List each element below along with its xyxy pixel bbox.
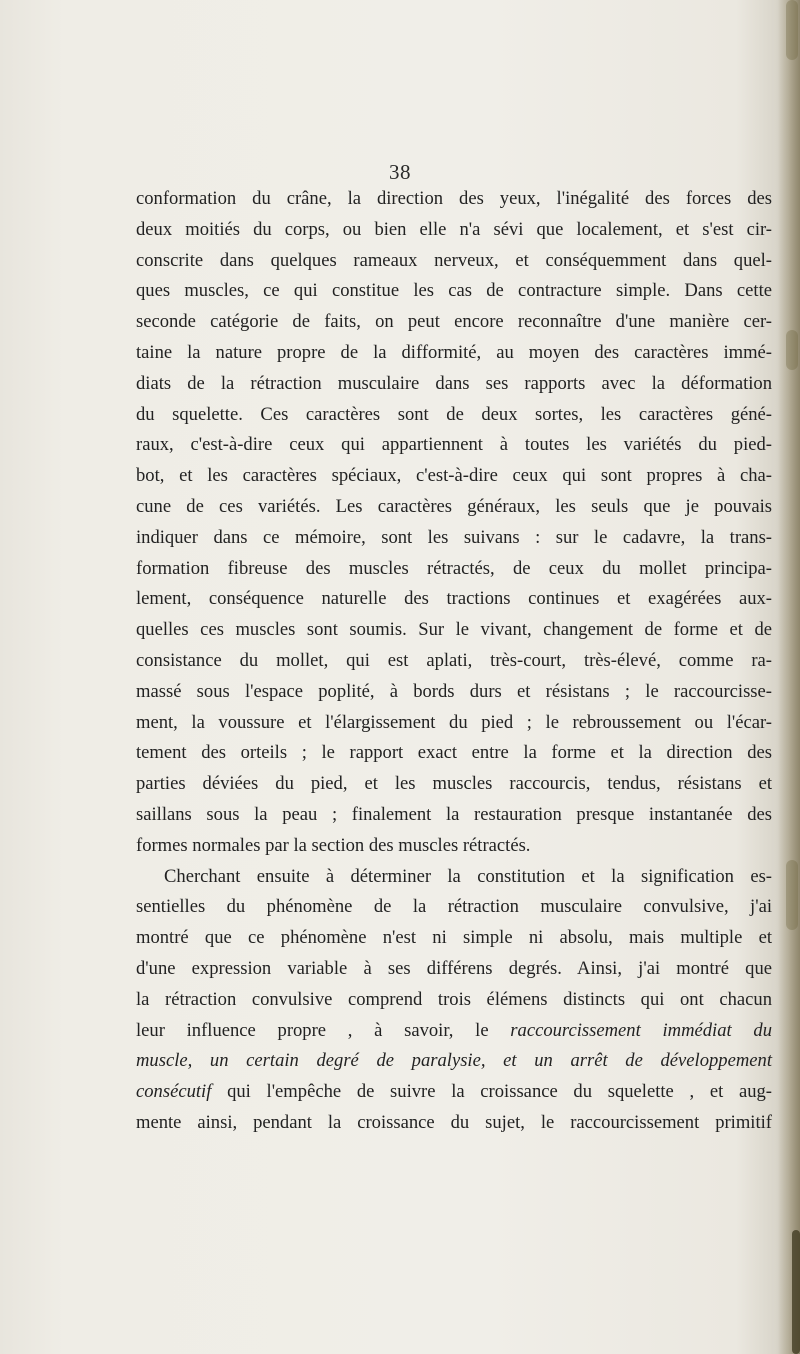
italic-segment: raccourcissement immédiat du <box>510 1019 772 1041</box>
text-line: sentielles du phénomène de la rétraction musculaire convulsive, j'ai <box>136 896 772 918</box>
body-text <box>136 184 772 1139</box>
text-line: diats de la rétraction musculaire dans ses rapports avec la déformation <box>136 372 772 394</box>
text-line: la rétraction convulsive comprend trois élémens distincts qui ont chacun <box>136 988 772 1010</box>
text-line: lement, conséquence naturelle des tractions continues et exagérées aux- <box>136 588 772 610</box>
text-line: du squelette. Ces caractères sont de deux sortes, les caractères géné- <box>136 403 772 425</box>
text-line: ment, la voussure et l'élargissement du pied ; le rebroussement ou l'écar- <box>136 711 772 733</box>
text-line: saillans sous la peau ; finalement la restauration presque instantanée des <box>136 803 772 825</box>
text-line: bot, et les caractères spéciaux, c'est-à-dire ceux qui sont propres à cha- <box>136 465 772 487</box>
text-line <box>136 1077 772 1108</box>
text-line: indiquer dans ce mémoire, sont les suivans : sur le cadavre, la trans- <box>136 526 772 548</box>
text-line <box>136 1016 772 1047</box>
text-line: conscrite dans quelques rameaux nerveux, et conséquemment dans quel- <box>136 249 772 271</box>
text-segment: leur influence propre , à savoir, le <box>136 1019 511 1041</box>
edge-stain <box>786 860 798 930</box>
text-line: montré que ce phénomène n'est ni simple ni absolu, mais multiple et <box>136 927 772 949</box>
text-segment: qui l'empêche de suivre la croissance du squelette , et aug- <box>211 1081 772 1103</box>
page-number: 38 <box>389 160 411 184</box>
text-line: consistance du mollet, qui est aplati, très-court, très-élevé, comme ra- <box>136 649 772 671</box>
edge-stain <box>792 1230 800 1354</box>
text-line: conformation du crâne, la direction des yeux, l'inégalité des forces des <box>136 188 772 209</box>
text-line: massé sous l'espace poplité, à bords durs et résistans ; le raccourcisse- <box>136 680 772 702</box>
text-line: mente ainsi, pendant la croissance du sujet, le raccourcissement primitif <box>136 1111 772 1133</box>
edge-stain <box>786 0 798 60</box>
text-line: ques muscles, ce qui constitue les cas de contracture simple. Dans cette <box>136 280 772 302</box>
text-line: quelles ces muscles sont soumis. Sur le vivant, changement de forme et de <box>136 619 772 641</box>
page-edge-shadow <box>778 0 800 1354</box>
text-line: d'une expression variable à ses différens degrés. Ainsi, j'ai montré que <box>136 957 772 979</box>
text-line: formes normales par la section des muscles rétractés. <box>136 834 531 856</box>
text-line <box>136 1046 772 1077</box>
edge-stain <box>786 330 798 370</box>
italic-segment: muscle, un certain degré de paralysie, et un arrêt de développement <box>136 1050 772 1072</box>
text-line: parties déviées du pied, et les muscles raccourcis, tendus, résistans et <box>136 773 772 795</box>
text-line: cune de ces variétés. Les caractères généraux, les seuls que je pouvais <box>136 495 772 517</box>
text-line: formation fibreuse des muscles rétractés, de ceux du mollet principa- <box>136 557 772 579</box>
text-line: tement des orteils ; le rapport exact entre la forme et la direction des <box>136 742 772 764</box>
text-line: seconde catégorie de faits, on peut encore reconnaître d'une manière cer- <box>136 311 772 333</box>
text-line: raux, c'est-à-dire ceux qui appartiennent à toutes les variétés du pied- <box>136 434 772 456</box>
text-line: taine la nature propre de la difformité, au moyen des caractères immé- <box>136 341 772 363</box>
text-line: deux moitiés du corps, ou bien elle n'a sévi que localement, et s'est cir- <box>136 218 772 240</box>
italic-segment: consécutif <box>136 1081 212 1103</box>
text-line: Cherchant ensuite à déterminer la constitution et la signification es- <box>164 865 772 887</box>
